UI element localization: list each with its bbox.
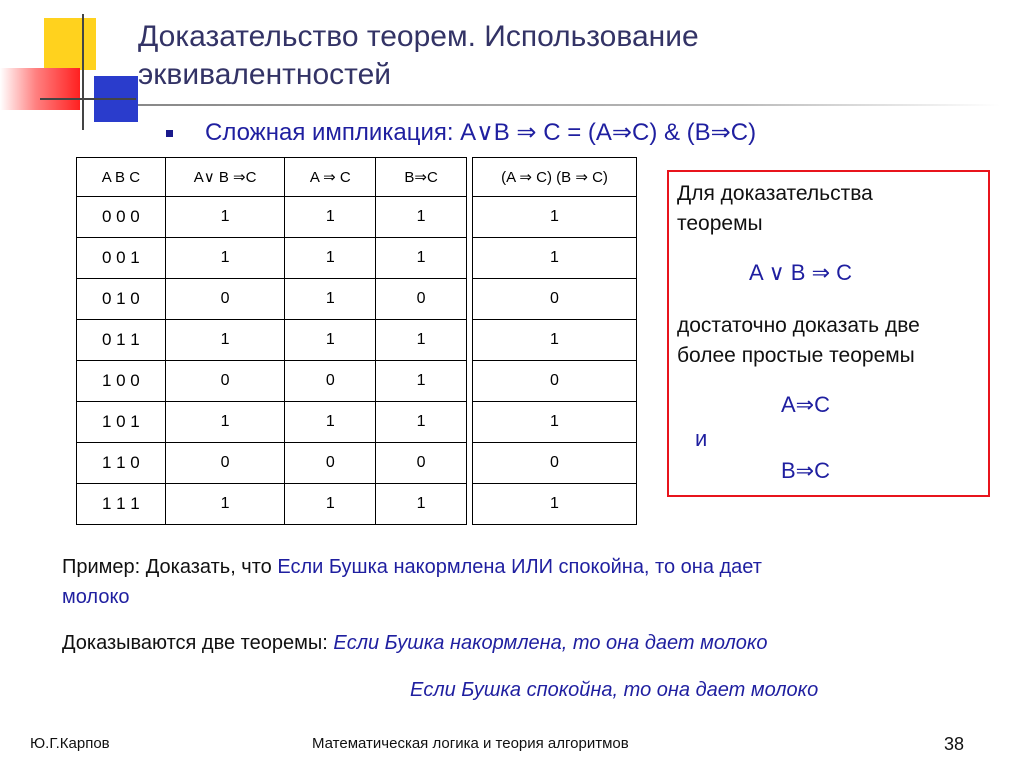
title-line-2: эквивалентностей (138, 58, 392, 91)
table-cell: 1 (376, 484, 467, 525)
table-cell: 1 1 0 (77, 443, 166, 484)
table-row (473, 361, 637, 402)
table-row (77, 279, 467, 320)
table-header: (A ⇒ C) (B ⇒ C) (473, 158, 637, 197)
table-row (473, 402, 637, 443)
table-cell: 1 (473, 320, 637, 361)
table-cell: 1 0 0 (77, 361, 166, 402)
table-row (77, 197, 467, 238)
table-cell: 0 1 1 (77, 320, 166, 361)
table-cell: 1 (165, 402, 285, 443)
box-text-line-1: Для доказательства (677, 182, 873, 205)
box-theorem-2: B⇒C (781, 458, 830, 483)
example-prefix: Пример: Доказать, что (62, 556, 278, 578)
table-cell: 0 (473, 361, 637, 402)
table-row (473, 238, 637, 279)
table-cell: 1 1 1 (77, 484, 166, 525)
proved-label: Доказываются две теоремы: (62, 632, 334, 654)
explanation-box (667, 170, 990, 497)
table-cell: 0 (165, 361, 285, 402)
table-cell: 0 0 0 (77, 197, 166, 238)
footer-author: Ю.Г.Карпов (30, 735, 110, 752)
page-title (138, 18, 898, 94)
table-cell: 1 (473, 402, 637, 443)
table-cell: 1 (165, 238, 285, 279)
theorem-1-text: Если Бушка накормлена, то она дает молоко (333, 632, 768, 654)
table-cell: 0 (165, 443, 285, 484)
conjunction-table (472, 157, 637, 525)
box-conjunction: и (695, 426, 708, 451)
box-theorem-1: A⇒C (781, 392, 830, 417)
table-cell: 1 (285, 484, 376, 525)
table-cell: 1 (285, 320, 376, 361)
table-row (77, 320, 467, 361)
table-row (473, 443, 637, 484)
box-text-line-3: достаточно доказать две (677, 314, 920, 337)
table-cell: 1 0 1 (77, 402, 166, 443)
title-line-1: Доказательство теорем. Использование (138, 20, 699, 53)
title-underline (138, 104, 1000, 106)
example-line-1 (62, 556, 762, 579)
proved-theorems-line (62, 632, 768, 655)
example-statement-continued: молоко (62, 586, 130, 608)
table-row (473, 197, 637, 238)
table-cell: 1 (473, 197, 637, 238)
table-cell: 0 (473, 279, 637, 320)
table-cell: 1 (376, 197, 467, 238)
table-header: A ⇒ C (285, 158, 376, 197)
table-cell: 1 (285, 238, 376, 279)
table-cell: 0 (473, 443, 637, 484)
table-header: B⇒C (376, 158, 467, 197)
table-cell: 1 (473, 484, 637, 525)
table-cell: 0 (285, 361, 376, 402)
table-cell: 0 (376, 443, 467, 484)
table-cell: 1 (376, 320, 467, 361)
example-statement: Если Бушка накормлена ИЛИ спокойна, то она дает (277, 556, 762, 578)
table-header-row (77, 158, 467, 197)
table-cell: 1 (376, 238, 467, 279)
table-cell: 0 (285, 443, 376, 484)
table-row (77, 484, 467, 525)
table-row (473, 320, 637, 361)
table-cell: 0 (376, 279, 467, 320)
table-cell: 1 (165, 197, 285, 238)
table-cell: 0 1 0 (77, 279, 166, 320)
table-header: A∨ B ⇒C (165, 158, 285, 197)
bullet-text: Сложная импликация: A∨B ⇒ C = (A⇒C) & (B⇒C) (205, 119, 757, 146)
theorem-2-text: Если Бушка спокойна, то она дает молоко (410, 679, 819, 701)
table-row (77, 361, 467, 402)
table-cell: 1 (285, 279, 376, 320)
table-header-row (473, 158, 637, 197)
box-text-line-4: более простые теоремы (677, 344, 915, 367)
truth-table (76, 157, 467, 525)
table-cell: 1 (473, 238, 637, 279)
table-row (77, 443, 467, 484)
bullet-icon (166, 130, 173, 137)
box-formula: A ∨ B ⇒ C (749, 260, 853, 285)
table-row (77, 402, 467, 443)
table-row (77, 238, 467, 279)
table-cell: 1 (285, 402, 376, 443)
table-cell: 1 (285, 197, 376, 238)
page-number: 38 (944, 734, 965, 754)
box-text-line-2: теоремы (677, 212, 763, 235)
table-cell: 1 (165, 484, 285, 525)
table-header: A B C (77, 158, 166, 197)
table-cell: 0 0 1 (77, 238, 166, 279)
table-row (473, 279, 637, 320)
table-cell: 1 (376, 402, 467, 443)
table-cell: 0 (165, 279, 285, 320)
table-cell: 1 (165, 320, 285, 361)
table-cell: 1 (376, 361, 467, 402)
table-row (473, 484, 637, 525)
footer-course: Математическая логика и теория алгоритмов (312, 735, 629, 752)
